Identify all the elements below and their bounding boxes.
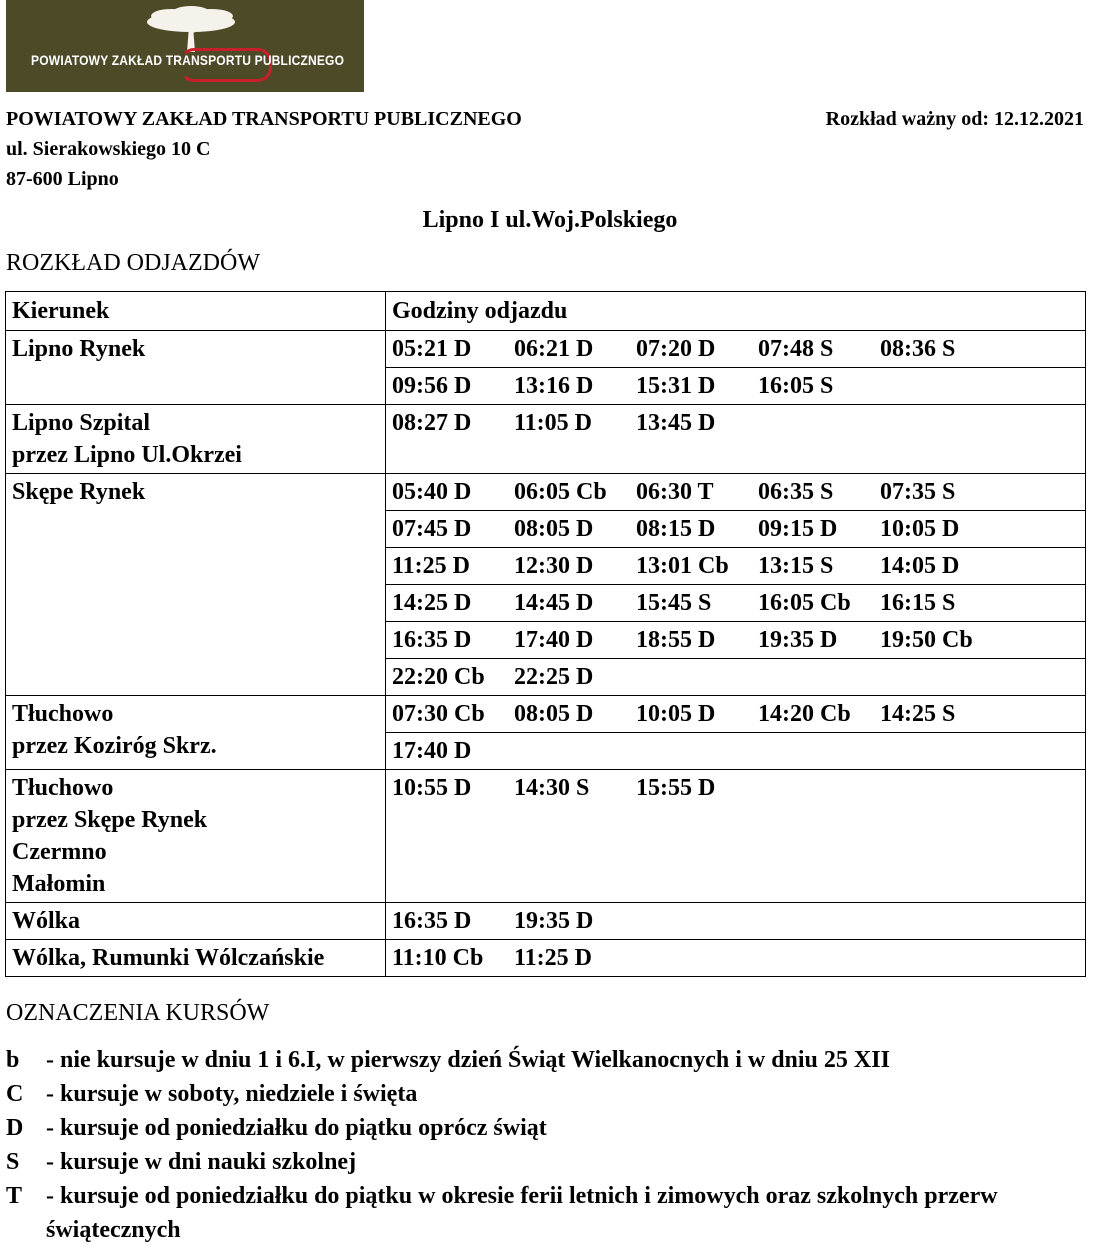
header-times: Godziny odjazdu [386, 292, 1086, 331]
legend-code: S [6, 1149, 20, 1175]
direction-line: Tłuchowo [12, 775, 114, 801]
legend-item [6, 1077, 1066, 1111]
departure-time: 13:01 Cb [636, 552, 729, 579]
direction-line: Wólka, Rumunki Wólczańskie [12, 945, 325, 971]
times-row [386, 331, 1085, 368]
departure-time: 14:20 Cb [758, 700, 851, 727]
direction-line: Wólka [12, 908, 81, 934]
departure-time: 14:25 D [392, 589, 472, 616]
departure-time: 14:05 D [880, 552, 960, 579]
departure-time: 08:27 D [392, 409, 472, 436]
valid-from: Rozkład ważny od: 12.12.2021 [825, 108, 1084, 130]
departure-time: 07:35 S [880, 478, 956, 505]
legend-item [6, 1043, 1066, 1077]
legend-title: OZNACZENIA KURSÓW [6, 1000, 270, 1026]
times-row [386, 622, 1085, 659]
departure-time: 06:35 S [758, 478, 834, 505]
departure-time: 11:25 D [392, 552, 470, 579]
direction-line: Czermno [12, 839, 107, 865]
route-row [6, 331, 1086, 405]
route-times [386, 331, 1086, 405]
organization-name: POWIATOWY ZAKŁAD TRANSPORTU PUBLICZNEGO [6, 108, 522, 130]
departure-time: 13:15 S [758, 552, 834, 579]
departure-time: 16:35 D [392, 907, 472, 934]
departure-time: 06:30 T [636, 478, 714, 505]
company-logo [6, 0, 364, 92]
route-times [386, 405, 1086, 474]
legend-code: D [6, 1115, 24, 1141]
departure-time: 08:36 S [880, 335, 956, 362]
legend-list [6, 1043, 1066, 1247]
departure-time: 15:55 D [636, 774, 716, 801]
times-row [386, 733, 1085, 769]
departure-time: 11:05 D [514, 409, 592, 436]
route-row [6, 903, 1086, 940]
route-row [6, 770, 1086, 903]
legend-description: - nie kursuje w dniu 1 i 6.I, w pierwszy dzień Świąt Wielkanocnych i w dniu 25 XII [46, 1047, 890, 1073]
route-row [6, 940, 1086, 977]
direction-line: Tłuchowo [12, 701, 114, 727]
organization-info [6, 104, 522, 194]
times-row [386, 696, 1085, 733]
times-row [386, 903, 1085, 939]
route-times [386, 940, 1086, 977]
departure-time: 07:48 S [758, 335, 834, 362]
legend-code: C [6, 1081, 24, 1107]
departure-time: 05:40 D [392, 478, 472, 505]
departure-time: 16:05 Cb [758, 589, 851, 616]
header-direction: Kierunek [6, 292, 386, 331]
departure-time: 17:40 D [392, 737, 472, 764]
legend-description: - kursuje od poniedziałku do piątku w okresie ferii letnich i zimowych oraz szkolnych przerw świątecznych [46, 1183, 998, 1243]
legend-description: - kursuje w soboty, niedziele i święta [46, 1081, 418, 1107]
times-row [386, 585, 1085, 622]
legend-item [6, 1179, 1066, 1247]
departure-time: 17:40 D [514, 626, 594, 653]
direction-line: Małomin [12, 871, 106, 897]
departure-time: 08:05 D [514, 700, 594, 727]
departure-time: 06:21 D [514, 335, 594, 362]
times-row [386, 770, 1085, 806]
departure-time: 07:30 Cb [392, 700, 485, 727]
legend-code: b [6, 1047, 20, 1073]
route-direction [6, 696, 386, 770]
tree-icon [141, 6, 241, 54]
departure-time: 19:35 D [514, 907, 594, 934]
times-row [386, 940, 1085, 976]
route-row [6, 474, 1086, 696]
route-direction [6, 474, 386, 696]
departure-time: 19:50 Cb [880, 626, 973, 653]
direction-line: Lipno Szpital [12, 410, 151, 436]
legend-item [6, 1145, 1066, 1179]
times-row [386, 368, 1085, 404]
departure-time: 10:05 D [636, 700, 716, 727]
direction-line: przez Skępe Rynek [12, 807, 208, 833]
departure-time: 18:55 D [636, 626, 716, 653]
departure-time: 16:15 S [880, 589, 956, 616]
departure-time: 14:30 S [514, 774, 590, 801]
departure-time: 12:30 D [514, 552, 594, 579]
route-direction [6, 903, 386, 940]
departure-time: 14:25 S [880, 700, 956, 727]
departure-time: 09:56 D [392, 372, 472, 399]
departure-time: 22:20 Cb [392, 663, 485, 690]
departure-time: 14:45 D [514, 589, 594, 616]
route-direction [6, 940, 386, 977]
departure-time: 07:45 D [392, 515, 472, 542]
departure-time: 13:45 D [636, 409, 716, 436]
departure-time: 22:25 D [514, 663, 594, 690]
times-row [386, 474, 1085, 511]
route-times [386, 770, 1086, 903]
organization-city: 87-600 Lipno [6, 168, 119, 190]
direction-line: przez Koziróg Skrz. [12, 733, 217, 759]
departure-time: 10:05 D [880, 515, 960, 542]
departure-time: 08:05 D [514, 515, 594, 542]
route-row [6, 405, 1086, 474]
route-direction [6, 331, 386, 405]
legend-description: - kursuje od poniedziałku do piątku oprócz świąt [46, 1115, 547, 1141]
route-direction [6, 770, 386, 903]
organization-street: ul. Sierakowskiego 10 C [6, 138, 211, 160]
departure-time: 10:55 D [392, 774, 472, 801]
route-times [386, 696, 1086, 770]
direction-line: przez Lipno Ul.Okrzei [12, 442, 242, 468]
departure-time: 05:21 D [392, 335, 472, 362]
times-row [386, 659, 1085, 695]
legend-description: - kursuje w dni nauki szkolnej [46, 1149, 357, 1175]
route-row [6, 696, 1086, 770]
departure-time: 16:05 S [758, 372, 834, 399]
legend-item [6, 1111, 1066, 1145]
route-times [386, 903, 1086, 940]
legend-code: T [6, 1183, 23, 1209]
departure-time: 07:20 D [636, 335, 716, 362]
departure-time: 19:35 D [758, 626, 838, 653]
direction-line: Skępe Rynek [12, 479, 146, 505]
departure-time: 15:31 D [636, 372, 716, 399]
stop-name: Lipno I ul.Woj.Polskiego [422, 207, 678, 233]
departure-time: 06:05 Cb [514, 478, 607, 505]
departure-time: 08:15 D [636, 515, 716, 542]
departure-time: 09:15 D [758, 515, 838, 542]
direction-line: Lipno Rynek [12, 336, 146, 362]
departure-time: 11:10 Cb [392, 944, 484, 971]
route-direction [6, 405, 386, 474]
times-row [386, 405, 1085, 441]
times-row [386, 548, 1085, 585]
departure-time: 13:16 D [514, 372, 594, 399]
timetable [5, 291, 1086, 977]
departure-time: 15:45 S [636, 589, 712, 616]
schedule-title: ROZKŁAD ODJAZDÓW [6, 250, 260, 276]
departure-time: 16:35 D [392, 626, 472, 653]
times-row [386, 511, 1085, 548]
logo-text: POWIATOWY ZAKŁAD TRANSPORTU PUBLICZNEGO [31, 52, 345, 68]
departure-time: 11:25 D [514, 944, 592, 971]
timetable-header-row [6, 292, 1086, 331]
route-times [386, 474, 1086, 696]
